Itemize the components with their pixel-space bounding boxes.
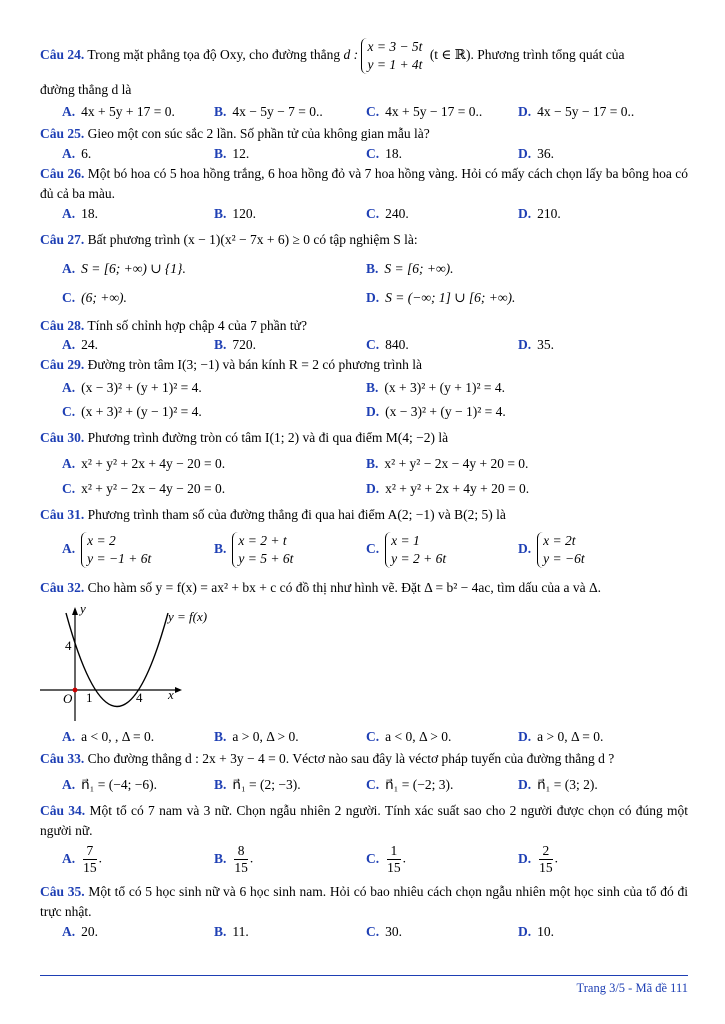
option-b[interactable]: B. S = [6; +∞).: [366, 261, 454, 276]
question-27: [40, 230, 688, 250]
option-b[interactable]: B.x = 2 + t y = 5 + 6t: [214, 532, 297, 568]
question-number: Câu 27.: [40, 232, 85, 247]
option-c[interactable]: C. (6; +∞).: [62, 290, 127, 305]
question-text: Một tổ có 7 nam và 3 nữ. Chọn ngẫu nhiên 2 người. Tính xác suất sao cho 2 người được chọn có đúng một người nữ.: [40, 803, 689, 838]
system-row: y = 1 + 4t: [367, 57, 423, 72]
y-axis-label: y: [80, 603, 86, 616]
option-b[interactable]: B. 720.: [214, 337, 257, 352]
question-24-line2: đường thẳng d là: [40, 82, 132, 97]
question-31: [40, 505, 688, 525]
question-number: Câu 32.: [40, 580, 85, 595]
question-34: [40, 801, 688, 841]
parametric-system: [361, 38, 426, 74]
option-d[interactable]: D. 36.: [518, 146, 554, 161]
option-c[interactable]: C. $\frac{1}{15}$ .: [366, 843, 406, 875]
question-30: [40, 428, 688, 448]
question-28: [40, 316, 688, 336]
system-row: x = 3 − 5t: [367, 39, 423, 54]
x-axis-arrow: [175, 687, 182, 693]
option-c[interactable]: C. 840.: [366, 337, 409, 352]
question-text: Một tổ có 5 học sinh nữ và 6 học sinh nam. Hỏi có bao nhiêu cách chọn ngẫu nhiên một học sinh của tổ đó đi trực nhật.: [40, 884, 688, 919]
question-text: Gieo một con súc sắc 2 lần. Số phần tử của không gian mẫu là?: [87, 126, 430, 141]
question-number: Câu 29.: [40, 357, 85, 372]
option-d[interactable]: D. (x − 3)² + (y − 1)² = 4.: [366, 404, 506, 419]
question-text-tail: (t ∈ ℝ). Phương trình tổng quát của: [429, 47, 625, 63]
option-d[interactable]: D. 10.: [518, 924, 554, 939]
option-c[interactable]: C. x² + y² − 2x − 4y − 20 = 0.: [62, 481, 226, 496]
option-a[interactable]: A. x² + y² + 2x + 4y − 20 = 0.: [62, 456, 226, 471]
y-intercept-label: 4: [65, 638, 72, 653]
question-text: Cho đường thẳng d : 2x + 3y − 4 = 0. Véctơ nào sau đây là véctơ pháp tuyến của đường thẳng d ?: [87, 751, 615, 766]
option-b[interactable]: B. (x + 3)² + (y + 1)² = 4.: [366, 380, 506, 395]
question-32: [40, 578, 688, 598]
question-number: Câu 28.: [40, 318, 85, 333]
question-text: Phương trình tham số của đường thẳng đi qua hai điểm A(2; −1) và B(2; 5) là: [87, 507, 506, 522]
question-number: Câu 25.: [40, 126, 85, 141]
option-a[interactable]: A. 6.: [62, 146, 92, 161]
option-c[interactable]: C. a < 0, Δ > 0.: [366, 729, 452, 744]
question-number: Câu 34.: [40, 803, 86, 818]
question-text: Một bó hoa có 5 hoa hồng trắng, 6 hoa hồng đỏ và 7 hoa hồng vàng. Hỏi có mấy cách chọn lấy ba bông hoa có đủ cả ba màu.: [40, 166, 689, 201]
function-label: y = f(x): [168, 609, 208, 624]
question-26: [40, 164, 688, 204]
option-c[interactable]: C. 18.: [366, 146, 402, 161]
x-axis-label: x: [168, 687, 174, 702]
question-text: Trong mặt phẳng tọa độ Oxy, cho đường thẳng: [87, 47, 341, 63]
question-text: Bất phương trình (x − 1)(x² − 7x + 6) ≥ 0 có tập nghiệm S là:: [87, 232, 418, 247]
question-text: Cho hàm số y = f(x) = ax² + bx + c có đồ thị như hình vẽ. Đặt Δ = b² − 4ac, tìm dấu của a và Δ.: [87, 580, 601, 595]
y-axis-arrow: [72, 607, 78, 615]
option-b[interactable]: B. $\frac{8}{15}$ .: [214, 843, 254, 875]
footer-divider: [40, 975, 688, 976]
option-d[interactable]: D. x² + y² + 2x + 4y + 20 = 0.: [366, 481, 530, 496]
option-a[interactable]: A. 18.: [62, 206, 98, 221]
option-a[interactable]: A. n⃗₁ = (−4; −6).: [62, 777, 157, 792]
option-d[interactable]: D.x = 2t y = −6t: [518, 532, 589, 568]
question-24: [40, 38, 688, 74]
option-a[interactable]: A. 20.: [62, 924, 98, 939]
option-a[interactable]: A. $\frac{7}{15}$ .: [62, 843, 102, 875]
option-d[interactable]: D. S = (−∞; 1] ∪ [6; +∞).: [366, 290, 516, 305]
page-footer: Trang 3/5 - Mã đề 111: [576, 981, 688, 995]
question-29: [40, 355, 688, 375]
option-a[interactable]: A. (x − 3)² + (y + 1)² = 4.: [62, 380, 202, 395]
option-c[interactable]: C. (x + 3)² + (y − 1)² = 4.: [62, 404, 202, 419]
option-a[interactable]: A. 4x + 5y + 17 = 0.: [62, 104, 175, 119]
line-name: d :: [343, 47, 359, 63]
tick-1-label: 1: [86, 690, 93, 705]
question-number: Câu 30.: [40, 430, 85, 445]
origin-label: O: [63, 691, 73, 706]
option-d[interactable]: D. 35.: [518, 337, 554, 352]
option-b[interactable]: B. 12.: [214, 146, 250, 161]
question-33: [40, 749, 688, 769]
option-a[interactable]: A. 24.: [62, 337, 98, 352]
question-number: Câu 31.: [40, 507, 85, 522]
option-d[interactable]: D. $\frac{2}{15}$ .: [518, 843, 558, 875]
question-number: Câu 33.: [40, 751, 85, 766]
option-b[interactable]: B. 120.: [214, 206, 257, 221]
option-a[interactable]: A. a < 0, , Δ = 0.: [62, 729, 155, 744]
option-b[interactable]: B. n⃗₁ = (2; −3).: [214, 777, 301, 792]
option-d[interactable]: D. 210.: [518, 206, 561, 221]
question-number: Câu 24.: [40, 47, 85, 63]
option-d[interactable]: D. 4x − 5y − 17 = 0..: [518, 104, 635, 119]
question-number: Câu 26.: [40, 166, 85, 181]
option-a[interactable]: A.x = 2 y = −1 + 6t: [62, 532, 155, 568]
option-d[interactable]: D. n⃗₁ = (3; 2).: [518, 777, 598, 792]
question-text: Phương trình đường tròn có tâm I(1; 2) và đi qua điểm M(4; −2) là: [87, 430, 449, 445]
option-c[interactable]: C.x = 1 y = 2 + 6t: [366, 532, 450, 568]
option-c[interactable]: C. 4x + 5y − 17 = 0..: [366, 104, 483, 119]
origin-point: [73, 688, 78, 693]
question-35: [40, 882, 688, 922]
option-c[interactable]: C. 30.: [366, 924, 402, 939]
option-a[interactable]: A. S = [6; +∞) ∪ {1}.: [62, 261, 186, 276]
option-c[interactable]: C. 240.: [366, 206, 409, 221]
question-text: Đường tròn tâm I(3; −1) và bán kính R = 2 có phương trình là: [87, 357, 422, 372]
option-c[interactable]: C. n⃗₁ = (−2; 3).: [366, 777, 454, 792]
option-b[interactable]: B. x² + y² − 2x − 4y + 20 = 0.: [366, 456, 529, 471]
parabola-graph: [40, 603, 240, 723]
tick-4-label: 4: [136, 690, 143, 705]
parabola-curve: [66, 613, 168, 707]
option-b[interactable]: B. 11.: [214, 924, 249, 939]
option-b[interactable]: B. a > 0, Δ > 0.: [214, 729, 299, 744]
question-25: [40, 124, 688, 144]
option-d[interactable]: D. a > 0, Δ = 0.: [518, 729, 604, 744]
question-text: Tính số chỉnh hợp chập 4 của 7 phần tử?: [87, 318, 307, 333]
option-b[interactable]: B. 4x − 5y − 7 = 0..: [214, 104, 323, 119]
question-number: Câu 35.: [40, 884, 85, 899]
